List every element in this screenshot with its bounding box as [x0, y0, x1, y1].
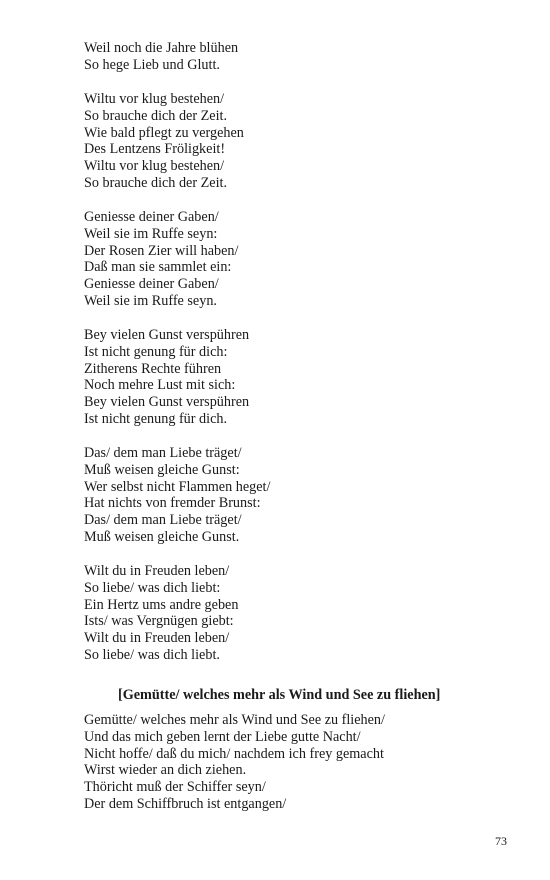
poem-line: Gemütte/ welches mehr als Wind und See zu fliehen/ [84, 712, 385, 728]
poem-line: Bey vielen Gunst verspühren [84, 327, 250, 343]
stanza-2 [84, 91, 244, 192]
poem-line: Der Rosen Zier will haben/ [84, 242, 239, 259]
poem-line: Das/ dem man Liebe träget/ [84, 512, 242, 529]
poem-line: Muß weisen gleiche Gunst. [84, 528, 240, 545]
poem-line: Zitherens Rechte führen [84, 360, 222, 377]
poem-line: Der dem Schiffbruch ist entgangen/ [84, 795, 287, 812]
poem-line: Nicht hoffe/ daß du mich/ nachdem ich frey gemacht [84, 745, 384, 762]
poem-line: Wirst wieder an dich ziehen. [84, 762, 247, 779]
poem-line: Ist nicht genung für dich. [84, 410, 228, 427]
poem-line: Wilt du in Freuden leben/ [84, 563, 230, 579]
stanza-1 [84, 40, 238, 74]
poem-line: Thöricht muß der Schiffer seyn/ [84, 779, 266, 796]
poem-line: Muß weisen gleiche Gunst: [84, 461, 240, 478]
poem-line: So brauche dich der Zeit. [84, 107, 228, 124]
poem-line: Bey vielen Gunst verspühren [84, 394, 250, 411]
poem-line: Wer selbst nicht Flammen heget/ [84, 478, 271, 495]
poem-line: So liebe/ was dich liebt: [84, 579, 221, 596]
page-number: 73 [495, 834, 507, 848]
poem-line: So liebe/ was dich liebt. [84, 646, 220, 663]
poem-line: Weil noch die Jahre blühen [84, 40, 239, 56]
poem-line: Hat nichts von fremder Brunst: [84, 495, 261, 512]
poem-line: Des Lentzens Fröligkeit! [84, 141, 226, 158]
poem-line: Weil sie im Ruffe seyn: [84, 225, 218, 242]
poem-line: Das/ dem man Liebe träget/ [84, 445, 242, 461]
stanza-4 [84, 327, 249, 428]
poem-line: Daß man sie sammlet ein: [84, 259, 232, 276]
poem-line: Ist nicht genung für dich: [84, 343, 228, 360]
stanza-5 [84, 445, 270, 546]
poem-line: So hege Lieb und Glutt. [84, 56, 220, 73]
poem-line: Weil sie im Ruffe seyn. [84, 292, 217, 309]
final-stanza [84, 712, 385, 813]
poem-line: Geniesse deiner Gaben/ [84, 209, 219, 225]
poem-line: Ists/ was Vergnügen giebt: [84, 613, 234, 630]
stanza-3 [84, 209, 238, 310]
stanza-6 [84, 563, 238, 664]
poem-line: Geniesse deiner Gaben/ [84, 276, 219, 293]
poem-heading: [Gemütte/ welches mehr als Wind und See zu fliehen] [118, 687, 441, 703]
poem-line: Wiltu vor klug bestehen/ [84, 158, 225, 175]
poem-line: Wiltu vor klug bestehen/ [84, 91, 225, 107]
poem-line: So brauche dich der Zeit. [84, 174, 228, 191]
poem-line: Ein Hertz ums andre geben [84, 596, 239, 613]
poem-line: Wie bald pflegt zu vergehen [84, 124, 244, 141]
poem-line: Wilt du in Freuden leben/ [84, 630, 230, 647]
poem-line: Und das mich geben lernt der Liebe gutte Nacht/ [84, 728, 361, 745]
poem-line: Noch mehre Lust mit sich: [84, 377, 236, 394]
